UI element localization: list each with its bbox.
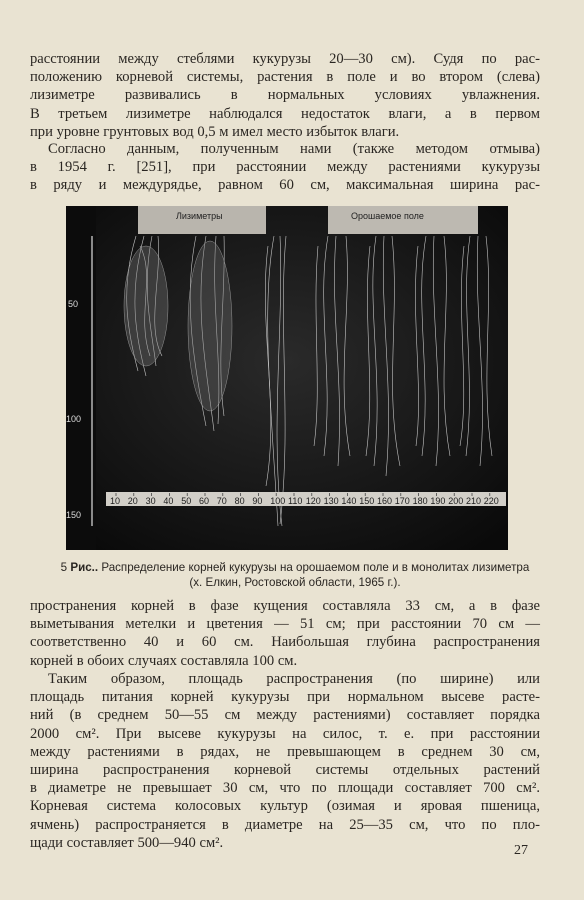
ruler-tick-label: 80 <box>234 496 245 506</box>
text-line: положению корневой системы, растения в поле и во втором (слева) <box>30 69 540 86</box>
text-line: Таким образом, площадь распространения (по ширине) или <box>48 671 540 687</box>
ruler-tick-label: 210 <box>466 496 482 506</box>
ruler-tick-label: 180 <box>412 496 428 506</box>
text-line: площадь питания корней кукурузы при нормальном высеве расте- <box>30 689 540 706</box>
paragraph-3 <box>30 597 540 670</box>
text-line: ний (в среднем 50—55 см между растениями) составляет порядка <box>30 707 540 724</box>
text-line: пространения корней в фазе кущения составляла 33 см, а в фазе <box>30 598 540 614</box>
ruler-tick-label: 10 <box>110 496 121 506</box>
ruler-tick-label: 90 <box>252 496 263 506</box>
ruler-tick-label: 130 <box>323 496 339 506</box>
text-line: соответственно 40 и 60 см. Наибольшая глубина распространения <box>30 634 540 651</box>
text-line: в ряду и междурядье, равном 60 см, максимальная ширина рас- <box>30 177 540 194</box>
text-line: при уровне грунтовых вод 0,5 м имел место избыток влаги. <box>30 123 400 140</box>
text-line: Корневая система колосовых культур (озимая и яровая пшеница, <box>30 798 540 815</box>
text-line: лизиметре развивались в нормальных условиях увлажнения. <box>30 87 540 104</box>
sign-irrigated-field-label: Орошаемое поле <box>351 211 424 221</box>
paragraph-4 <box>30 670 540 852</box>
text-line: корней в обоих случаях составляла 100 см. <box>30 652 298 669</box>
text-line: в 1954 г. [251], при расстоянии между растениями кукурузы <box>30 159 540 176</box>
figure-label: Рис.. <box>70 561 99 574</box>
paragraph-2 <box>30 140 540 195</box>
text-line: щади составляет 500—940 см². <box>30 834 224 851</box>
sign-lysimeters-label: Лизиметры <box>176 211 223 221</box>
text-line: между растениями в рядах, не превышающем в среднем 30 см, <box>30 743 540 760</box>
vertical-tick-label: 50 <box>68 299 79 309</box>
ruler-tick-label: 60 <box>199 496 210 506</box>
ruler-tick-label: 150 <box>359 496 375 506</box>
vertical-tick-label: 150 <box>66 510 82 520</box>
ruler-tick-label: 20 <box>127 496 138 506</box>
ruler-tick-label: 70 <box>216 496 227 506</box>
text-line: 2000 см². При высеве кукурузы на силос, т. е. при расстоянии <box>30 725 540 742</box>
ruler-tick-label: 110 <box>288 496 303 506</box>
ruler-tick-label: 120 <box>305 496 321 506</box>
ruler-tick-label: 30 <box>145 496 156 506</box>
ruler-tick-label: 50 <box>181 496 192 506</box>
ruler-tick-label: 220 <box>483 496 499 506</box>
text-line: ячмень) распространяется в диаметре на 25—35 см, что по пло- <box>30 816 540 833</box>
text-line: ширина распространения корневой системы отдельных растений <box>30 762 540 779</box>
ruler-tick-label: 160 <box>377 496 393 506</box>
ruler-tick-label: 40 <box>163 496 174 506</box>
text-line: выметывания метелки и цветения — 51 см; при расстоянии 70 см — <box>30 616 540 633</box>
ruler-tick-label: 170 <box>394 496 410 506</box>
ruler-tick-label: 100 <box>270 496 286 506</box>
text-line: расстоянии между стеблями кукурузы 20—30 см). Судя по рас- <box>30 51 540 67</box>
ruler-tick-label: 140 <box>341 496 357 506</box>
vertical-tick-label: 100 <box>66 414 82 424</box>
text-line: в диаметре не превышает 30 см, что по площади составляет 700 см². <box>30 780 540 797</box>
figure-number: 5 <box>60 561 68 574</box>
ruler-tick-label: 190 <box>430 496 446 506</box>
figure-caption <box>60 560 530 590</box>
figure-caption-text: Распределение корней кукурузы на орошаемом поле и в монолитах лизиметра (х. Елкин, Ростовской области, 1965 г.). <box>101 561 530 589</box>
ruler-tick-label: 200 <box>448 496 464 506</box>
text-line: Согласно данным, полученным нами (также методом отмыва) <box>48 141 540 157</box>
paragraph-1 <box>30 50 540 141</box>
page-number: 27 <box>514 843 528 858</box>
root-distribution-photo <box>66 206 508 550</box>
text-line: В третьем лизиметре наблюдался недостаток влаги, а в первом <box>30 105 540 122</box>
